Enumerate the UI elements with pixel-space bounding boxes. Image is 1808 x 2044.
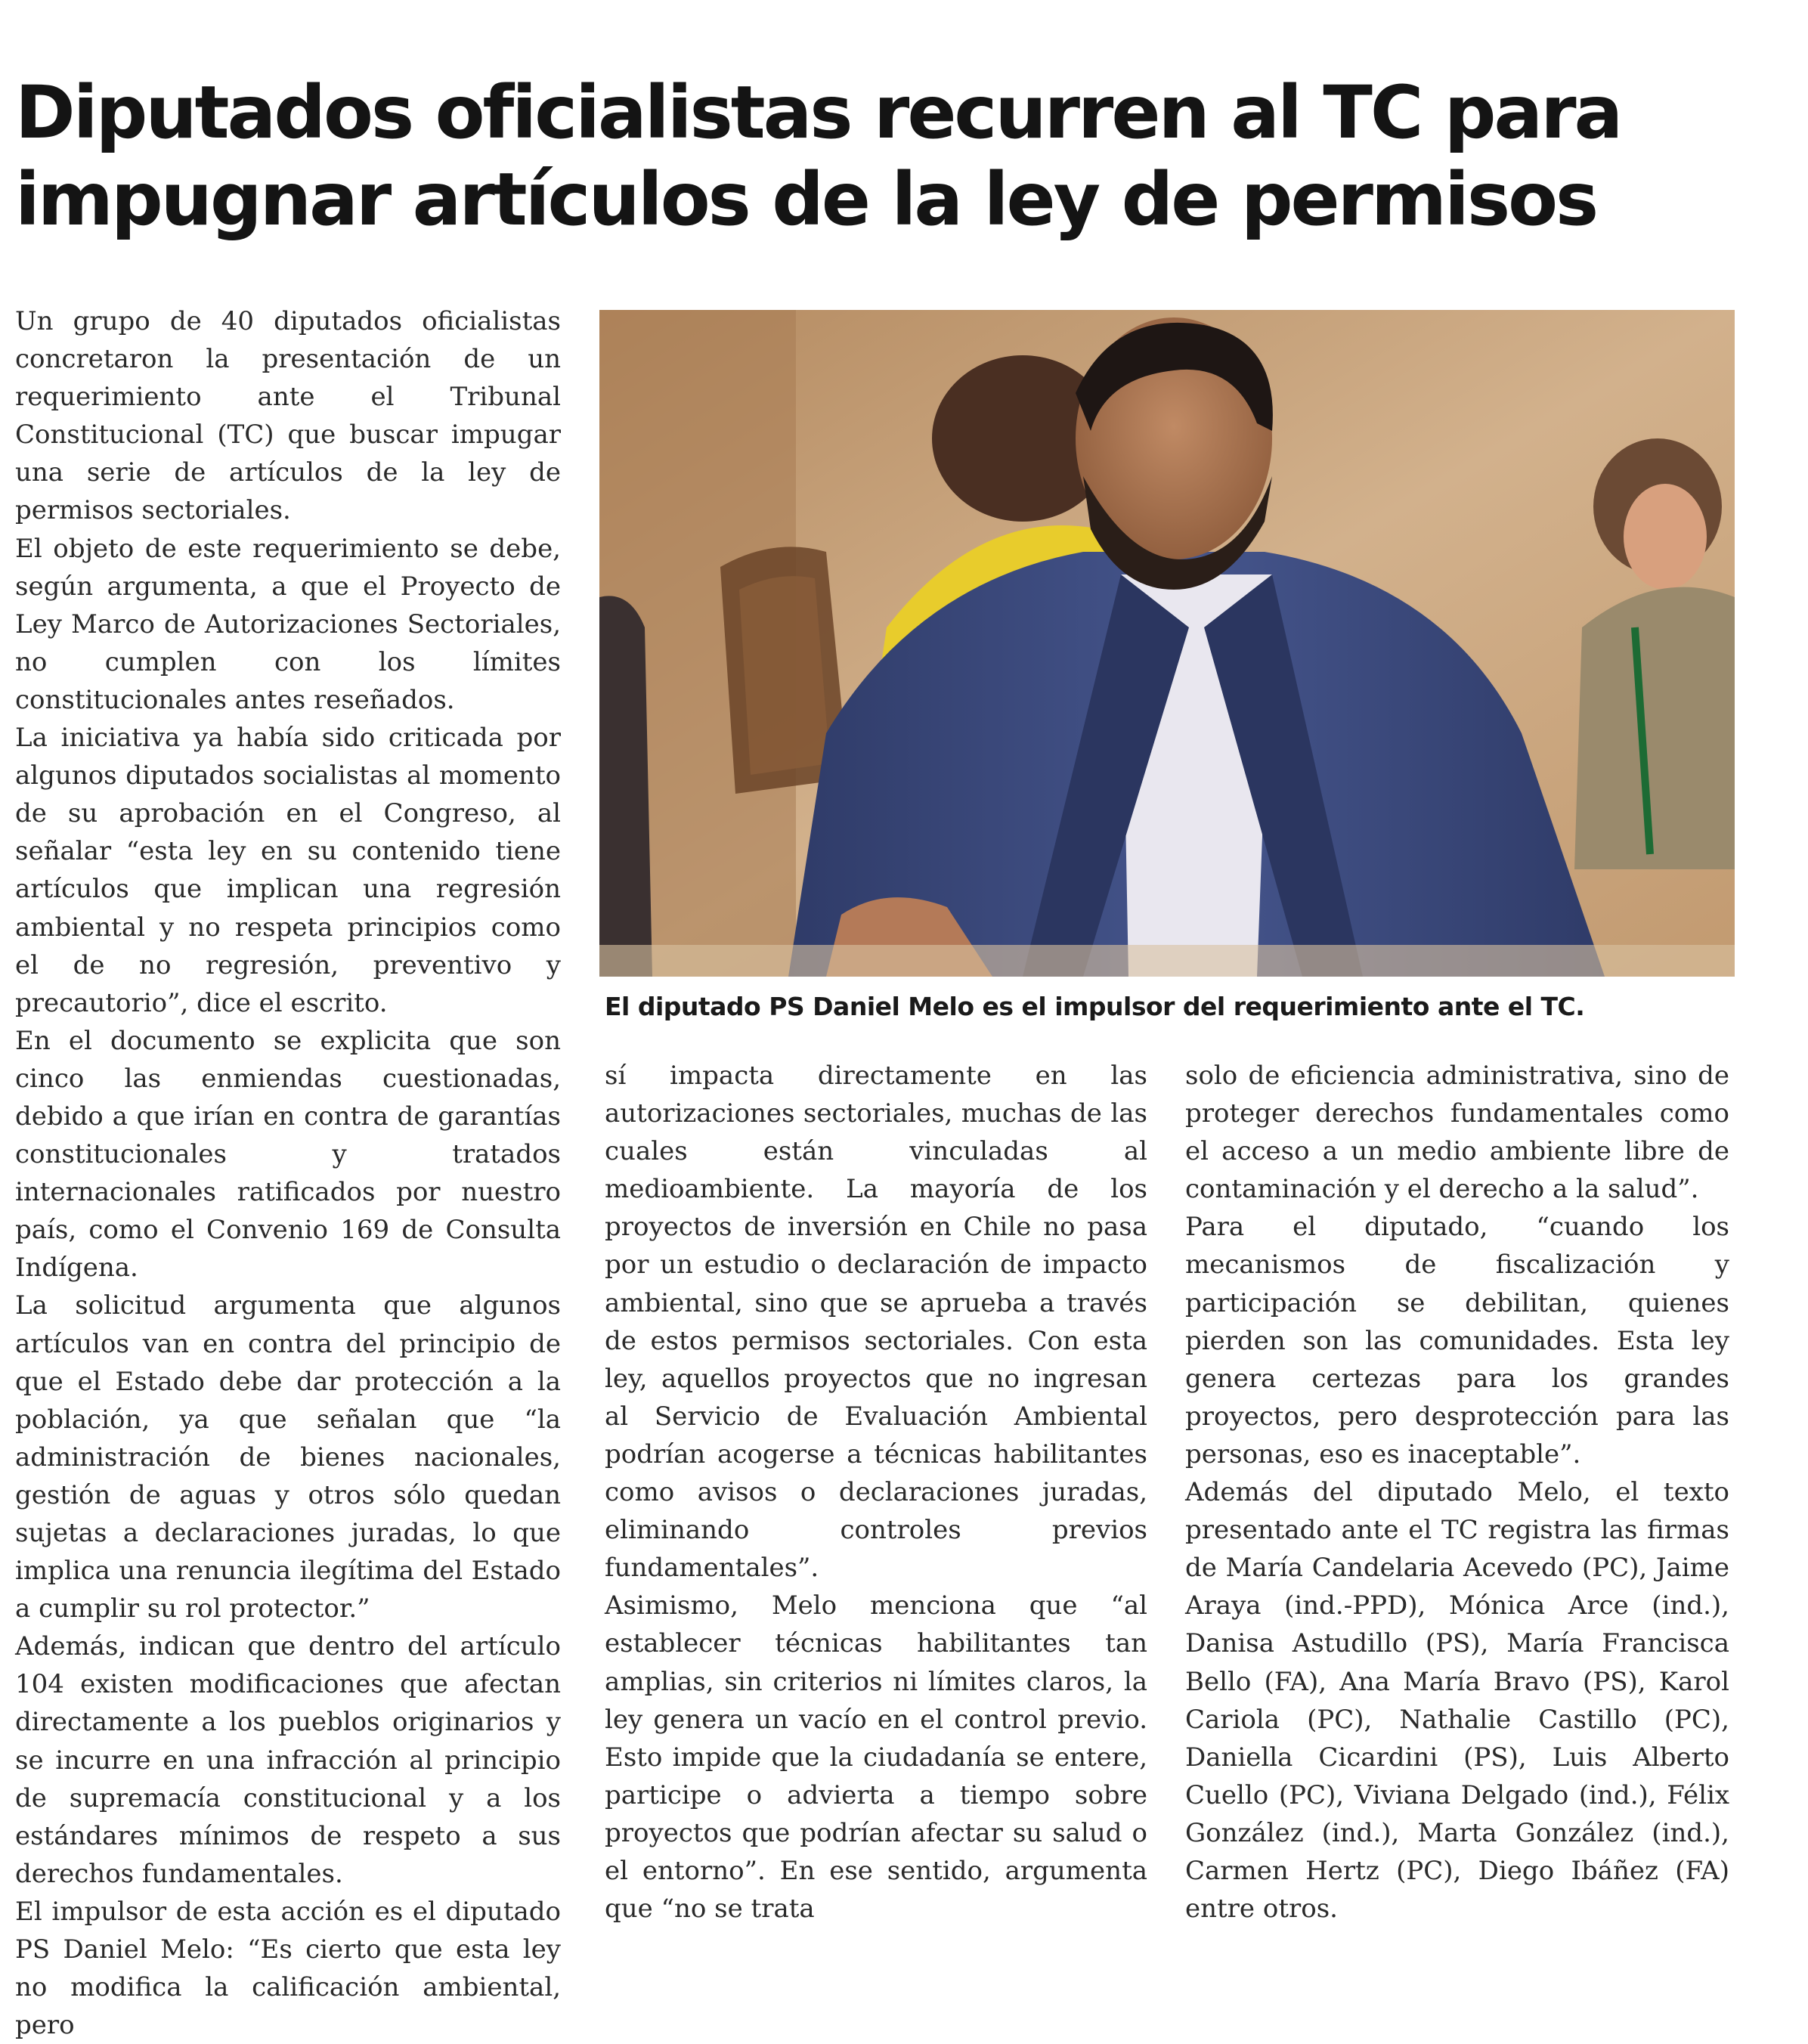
body-column-2 — [605, 1057, 1147, 1928]
paragraph: Además, indican que dentro del artículo 104 existen modificaciones que afectan directamente a los pueblos originarios y se incurre en una infracción al principio de supremacía constitucional y a los estándares mínimos de respeto a sus derechos fundamentales. — [15, 1631, 561, 1889]
body-column-1 — [15, 302, 561, 2044]
paragraph: La iniciativa ya había sido criticada por algunos diputados socialistas al momento de su aprobación en el Congreso, al señalar “esta ley en su contenido tiene artículos que implican una regresión ambiental y no respeta principios como el de no regresión, preventivo y precautorio”, dice el escrito. — [15, 723, 561, 1018]
paragraph: solo de eficiencia administrativa, sino de proteger derechos fundamentales como el acceso a un medio ambiente libre de contaminación y el derecho a la salud”. — [1185, 1061, 1729, 1205]
paragraph: Para el diputado, “cuando los mecanismos de fiscalización y participación se debilitan, quienes pierden son las comunidades. Esta ley genera certezas para los grandes proyectos, pero desprotección para las personas, eso es inaceptable”. — [1185, 1212, 1729, 1470]
article-photo — [599, 310, 1735, 977]
paragraph: Además del diputado Melo, el texto presentado ante el TC registra las firmas de María Candelaria Acevedo (PC), Jaime Araya (ind.-PPD), Mónica Arce (ind.), Danisa Astudillo (PS), María Francisca Bello (FA), Ana María Bravo (PS), Karol Cariola (PC), Nathalie Castillo (PC), Daniella Cicardini (PS), Luis Alberto Cuello (PC), Viviana Delgado (ind.), Félix González (ind.), Marta González (ind.), Carmen Hertz (PC), Diego Ibáñez (FA) entre otros. — [1185, 1477, 1729, 1925]
paragraph: En el documento se explicita que son cinco las enmiendas cuestionadas, debido a que irían en contra de garantías constitucionales y tratados internacionales ratificados por nuestro país, como el Convenio 169 de Consulta Indígena. — [15, 1025, 561, 1284]
paragraph: sí impacta directamente en las autorizaciones sectoriales, muchas de las cuales están vinculadas al medioambiente. La mayoría de los proyectos de inversión en Chile no pasa por un estudio o declaración de impacto ambiental, sino que se aprueba a través de estos permisos sectoriales. Con esta ley, aquellos proyectos que no ingresan al Servicio de Evaluación Ambiental podrían acogerse a técnicas habilitantes como avisos o declaraciones juradas, eliminando controles previos fundamentales”. — [605, 1061, 1147, 1584]
paragraph: La solicitud argumenta que algunos artículos van en contra del principio de que el Estado debe dar protección a la población, ya que señalan que “la administración de bienes nacionales, gestión de aguas y otros sólo quedan sujetas a declaraciones juradas, lo que implica una renuncia ilegítima del Estado a cumplir su rol protector.” — [15, 1290, 561, 1624]
paragraph: El impulsor de esta acción es el diputado PS Daniel Melo: “Es cierto que esta ley no modifica la calificación ambiental, pero — [15, 1896, 561, 2041]
body-column-3 — [1185, 1057, 1729, 1928]
headline — [15, 70, 1678, 243]
headline-line-1: Diputados oficialistas recurren al TC para — [15, 70, 1621, 155]
paragraph: Un grupo de 40 diputados oficialistas concretaron la presentación de un requerimiento ante el Tribunal Constitucional (TC) que buscar impugar una serie de artículos de la ley de permisos sectoriales. — [15, 306, 561, 526]
paragraph: Asimismo, Melo menciona que “al establecer técnicas habilitantes tan amplias, sin criterios ni límites claros, la ley genera un vacío en el control previo. Esto impide que la ciudadanía se entere, participe o advierta a tiempo sobre proyectos que podrían afectar su salud o el entorno”. En ese sentido, argumenta que “no se trata — [605, 1590, 1147, 1925]
photo-illustration — [599, 310, 1735, 977]
photo-caption: El diputado PS Daniel Melo es el impulsor del requerimiento ante el TC. — [605, 992, 1585, 1021]
paragraph: El objeto de este requerimiento se debe, según argumenta, a que el Proyecto de Ley Marco de Autorizaciones Sectoriales, no cumplen con los límites constitucionales antes reseñados. — [15, 533, 561, 715]
headline-line-2: impugnar artículos de la ley de permisos — [15, 157, 1597, 242]
